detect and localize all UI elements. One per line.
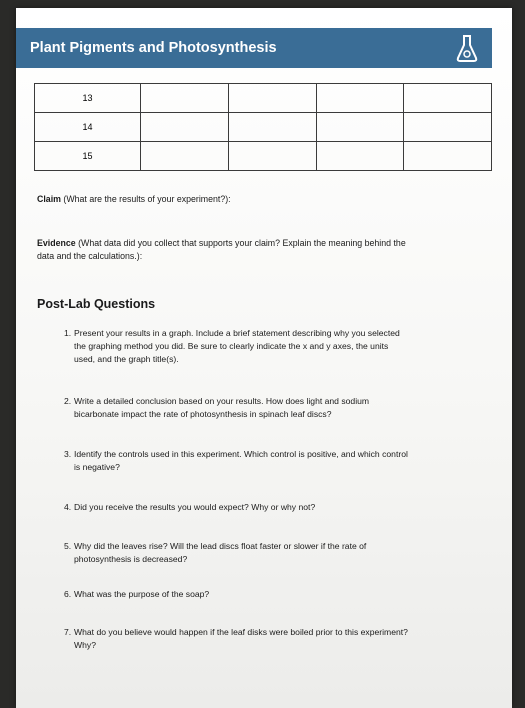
question-line: Write a detailed conclusion based on your results. How does light and sodium: [74, 396, 370, 406]
table-row: [35, 142, 492, 171]
question-line: Why?: [74, 640, 96, 650]
question-6: [64, 588, 494, 601]
evidence-text-line1: (What data did you collect that supports your claim? Explain the meaning behind the: [75, 238, 406, 248]
question-number: 2.: [64, 396, 72, 406]
table-cell: [141, 142, 229, 171]
title-banner: [16, 28, 492, 68]
results-table: [34, 83, 492, 171]
flask-icon: [454, 33, 480, 63]
question-number: 7.: [64, 627, 72, 637]
question-7: [64, 626, 494, 652]
question-2: [64, 395, 494, 421]
trial-number: 14: [35, 113, 141, 142]
question-number: 4.: [64, 502, 72, 512]
question-line: photosynthesis is decreased?: [74, 554, 188, 564]
evidence-prompt: [37, 237, 487, 263]
evidence-label: Evidence: [37, 238, 76, 248]
page-title: Plant Pigments and Photosynthesis: [30, 40, 277, 56]
question-line: bicarbonate impact the rate of photosynthesis in spinach leaf discs?: [74, 409, 332, 419]
question-line: Did you receive the results you would expect? Why or why not?: [74, 502, 316, 512]
table-cell: [141, 84, 229, 113]
question-line: Present your results in a graph. Include a brief statement describing why you selected: [74, 328, 400, 338]
question-line: used, and the graph title(s).: [74, 354, 179, 364]
question-4: [64, 501, 494, 514]
question-line: What was the purpose of the soap?: [74, 589, 210, 599]
table-cell: [404, 113, 492, 142]
post-lab-heading: Post-Lab Questions: [37, 297, 156, 311]
question-3: [64, 448, 494, 474]
claim-label: Claim: [37, 194, 61, 204]
question-5: [64, 540, 494, 566]
question-1: [64, 327, 494, 366]
question-number: 6.: [64, 589, 72, 599]
question-line: Why did the leaves rise? Will the lead discs float faster or slower if the rate of: [74, 541, 367, 551]
trial-number: 13: [35, 84, 141, 113]
table-cell: [228, 142, 316, 171]
evidence-text-line2: data and the calculations.):: [37, 251, 143, 261]
question-line: is negative?: [74, 462, 120, 472]
claim-text: (What are the results of your experiment?):: [60, 194, 231, 204]
trial-number: 15: [35, 142, 141, 171]
question-number: 1.: [64, 328, 72, 338]
question-line: Identify the controls used in this experiment. Which control is positive, and which control: [74, 449, 408, 459]
table-cell: [316, 84, 404, 113]
table-cell: [228, 113, 316, 142]
table-cell: [228, 84, 316, 113]
table-cell: [141, 113, 229, 142]
table-row: [35, 113, 492, 142]
table-cell: [316, 113, 404, 142]
question-line: the graphing method you did. Be sure to clearly indicate the x and y axes, the units: [74, 341, 389, 351]
question-number: 5.: [64, 541, 72, 551]
question-number: 3.: [64, 449, 72, 459]
table-cell: [404, 142, 492, 171]
question-line: What do you believe would happen if the leaf disks were boiled prior to this experiment?: [74, 627, 408, 637]
claim-prompt: [37, 193, 231, 206]
table-row: [35, 84, 492, 113]
table-cell: [316, 142, 404, 171]
table-cell: [404, 84, 492, 113]
